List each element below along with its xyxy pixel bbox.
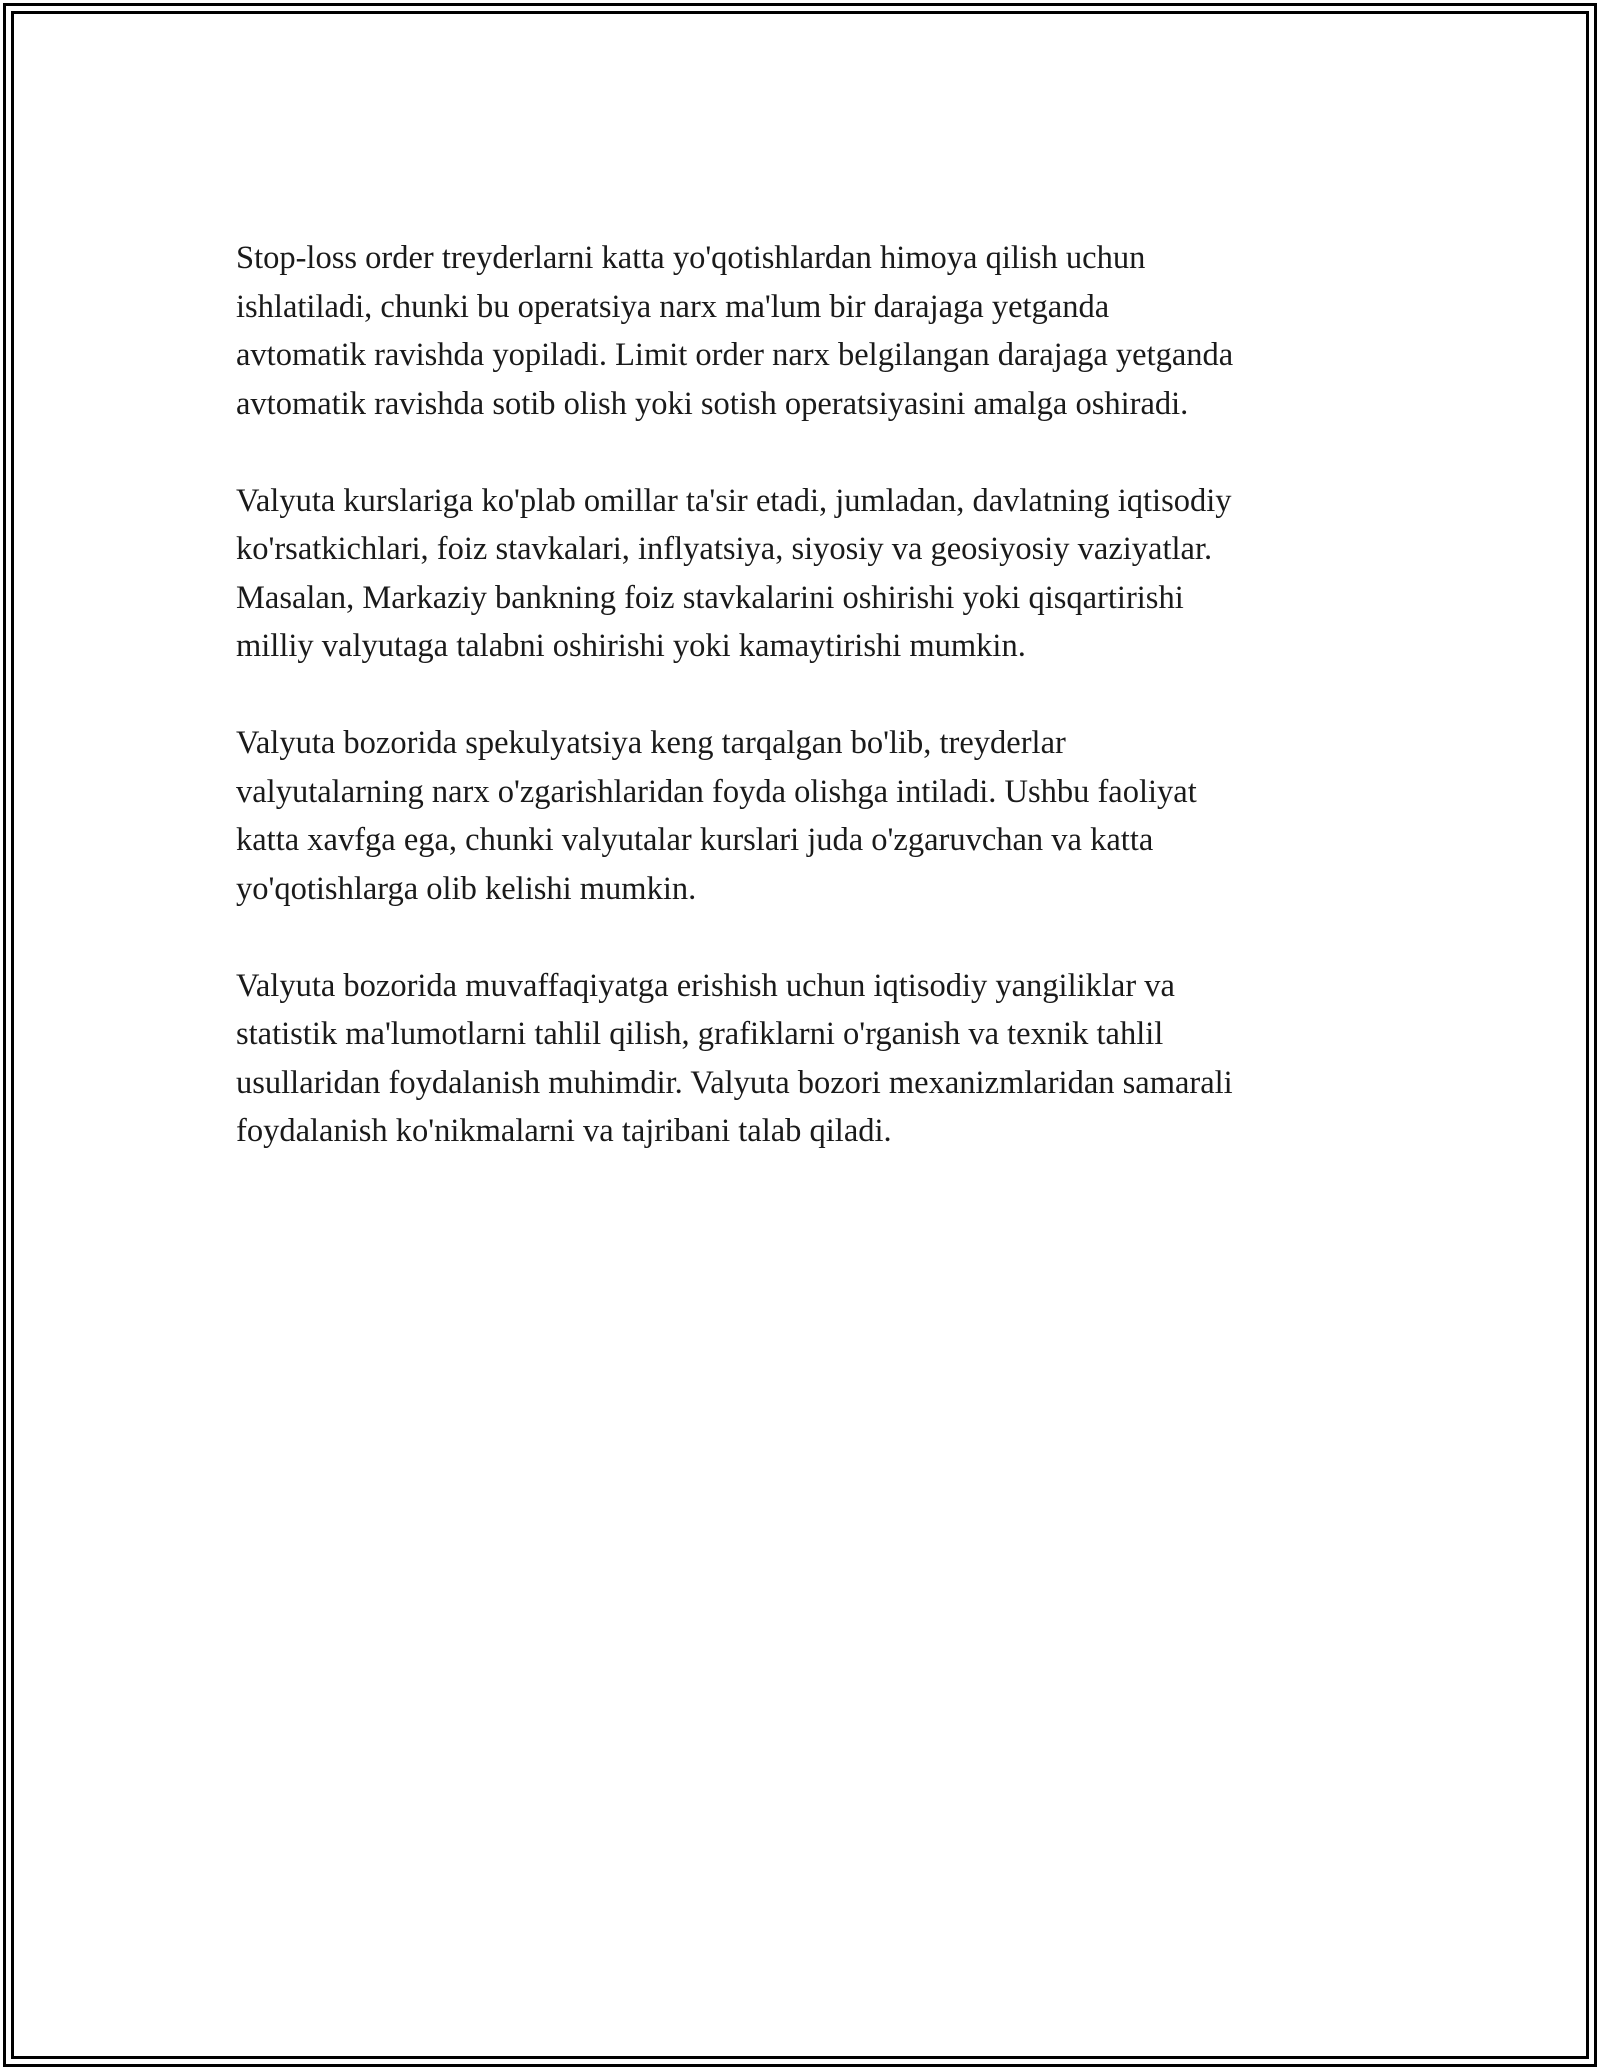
text-line: ishlatiladi, chunki bu operatsiya narx ma'lum bir darajaga yetganda <box>236 288 1110 325</box>
paragraph-exchange-rates <box>236 477 1376 671</box>
text-line: Valyuta bozorida spekulyatsiya keng tarqalgan bo'lib, treyderlar <box>236 725 1066 761</box>
text-line: foydalanish ko'nikmalarni va tajribani talab qiladi. <box>236 1113 892 1149</box>
paragraph-success <box>236 962 1376 1156</box>
paragraph-stop-loss <box>236 234 1376 428</box>
text-line: valyutalarning narx o'zgarishlaridan foyda olishga intiladi. Ushbu faoliyat <box>236 773 1197 810</box>
text-line: avtomatik ravishda yopiladi. Limit order narx belgilangan darajaga yetganda <box>236 337 1234 373</box>
text-line: yo'qotishlarga olib kelishi mumkin. <box>236 870 697 907</box>
text-line: avtomatik ravishda sotib olish yoki sotish operatsiyasini amalga oshiradi. <box>236 385 1189 422</box>
text-line: Valyuta bozorida muvaffaqiyatga erishish uchun iqtisodiy yangiliklar va <box>236 967 1175 1004</box>
paragraph-speculation <box>236 719 1376 913</box>
text-line: Valyuta kurslariga ko'plab omillar ta'sir etadi, jumladan, davlatning iqtisodiy <box>236 482 1232 519</box>
text-line: katta xavfga ega, chunki valyutalar kurslari juda o'zgaruvchan va katta <box>236 822 1154 858</box>
text-line: ko'rsatkichlari, foiz stavkalari, inflyatsiya, siyosiy va geosiyosiy vaziyatlar. <box>236 531 1213 567</box>
text-line: statistik ma'lumotlarni tahlil qilish, grafiklarni o'rganish va texnik tahlil <box>236 1016 1164 1052</box>
text-line: Stop-loss order treyderlarni katta yo'qotishlardan himoya qilish uchun <box>236 240 1146 276</box>
document-body <box>236 234 1376 1204</box>
text-line: milliy valyutaga talabni oshirishi yoki kamaytirishi mumkin. <box>236 628 1026 664</box>
text-line: usullaridan foydalanish muhimdir. Valyuta bozori mexanizmlaridan samarali <box>236 1064 1233 1101</box>
text-line: Masalan, Markaziy bankning foiz stavkalarini oshirishi yoki qisqartirishi <box>236 579 1184 616</box>
